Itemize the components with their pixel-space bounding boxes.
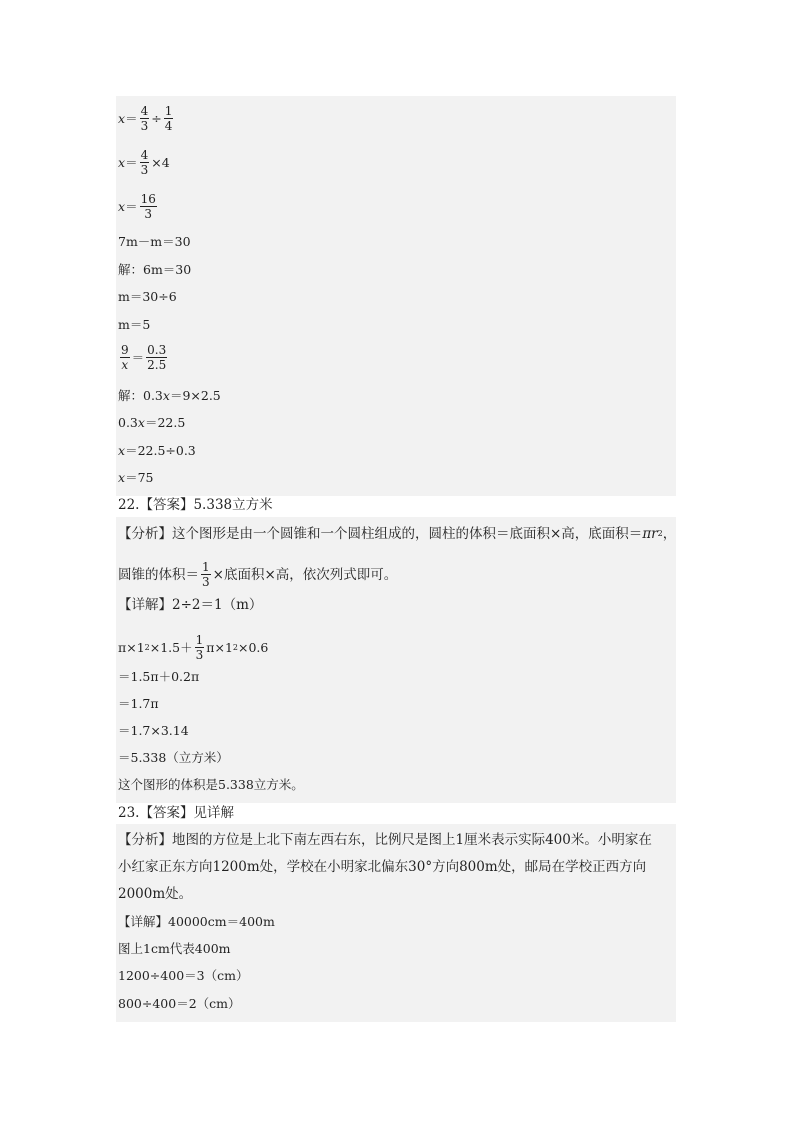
var-x: x	[118, 154, 126, 170]
q23-line-3: 1200÷400＝3（cm）	[118, 968, 249, 983]
fraction: $\frac{16}{3}$	[140, 192, 156, 221]
q22-conclusion: 这个图形的体积是5.338立方米。	[118, 777, 304, 792]
fraction: $\frac{0.3}{2.5}$	[147, 343, 167, 372]
fraction: $\frac{4}{3}$	[140, 148, 149, 177]
equation-line-3	[118, 192, 159, 221]
fraction: $\frac{4}{3}$	[140, 104, 149, 133]
q22-step-2: ＝1.7π	[118, 696, 159, 711]
multiply-term: ×4	[151, 154, 170, 170]
equation-line-12: x ＝75	[118, 470, 154, 485]
equals: ＝	[125, 154, 138, 170]
q23-detail: 【详解】40000cm＝400m	[118, 914, 275, 929]
equation-line-6: m＝30÷6	[118, 289, 177, 304]
var-x: x	[162, 388, 170, 403]
fraction: $\frac{1}{4}$	[164, 104, 173, 133]
shaded-block-equations	[116, 96, 676, 496]
equation-line-9: 解：0.3 x ＝9×2.5	[118, 388, 221, 403]
equation-line-8	[118, 343, 169, 372]
equation-line-10: 0.3 x ＝22.5	[118, 415, 186, 430]
equation-line-7: m＝5	[118, 317, 151, 332]
fraction: $\frac{1}{3}$	[195, 633, 204, 662]
var-x: x	[118, 198, 126, 214]
equation-line-5: 解：6m＝30	[118, 262, 192, 277]
equals: ＝	[125, 198, 138, 214]
fraction: $\frac{9}{x}$	[121, 343, 129, 372]
q23-answer: 23.【答案】见详解	[118, 805, 234, 821]
q22-answer: 22.【答案】5.338立方米	[118, 497, 273, 513]
var-x: x	[118, 110, 126, 126]
var-x: x	[137, 415, 145, 430]
var-x: x	[118, 443, 126, 458]
equals: ＝	[131, 349, 145, 365]
q22-calc: π×1 2 ×1.5＋ $\frac{1}{3}$ π×1 2 ×0.6	[118, 633, 269, 662]
q22-analysis-line-1: 【分析】这个图形是由一个圆锥和一个圆柱组成的，圆柱的体积＝底面积×高，底面积＝ πr 2 ，	[118, 526, 677, 542]
q22-step-1: ＝1.5π＋0.2π	[118, 669, 200, 684]
q23-analysis-line-3: 2000m处。	[118, 886, 193, 902]
q23-line-2: 图上1cm代表400m	[118, 941, 231, 956]
var-x: x	[118, 470, 126, 485]
equation-line-1	[118, 104, 175, 133]
q23-line-4: 800÷400＝2（cm）	[118, 996, 241, 1011]
equation-line-2	[118, 148, 170, 177]
q22-detail: 【详解】2÷2＝1（m）	[118, 597, 263, 613]
q23-analysis-line-2: 小红家正东方向1200m处，学校在小明家北偏东30°方向800m处，邮局在学校正西方向	[118, 859, 647, 875]
equals: ＝	[125, 110, 138, 126]
divide-sign: ÷	[151, 110, 162, 126]
q22-step-4: ＝5.338（立方米）	[118, 750, 229, 765]
q23-analysis-line-1: 【分析】地图的方位是上北下南左西右东，比例尺是图上1厘米表示实际400米。小明家在	[118, 832, 652, 848]
equation-line-11: x ＝22.5÷0.3	[118, 443, 196, 458]
equation-line-4: 7m－m＝30	[118, 234, 191, 249]
q22-step-3: ＝1.7×3.14	[118, 723, 189, 738]
fraction: $\frac{1}{3}$	[202, 560, 210, 589]
q22-analysis-line-2: 圆锥的体积＝ $\frac{1}{3}$ ×底面积×高，依次列式即可。	[118, 560, 398, 589]
